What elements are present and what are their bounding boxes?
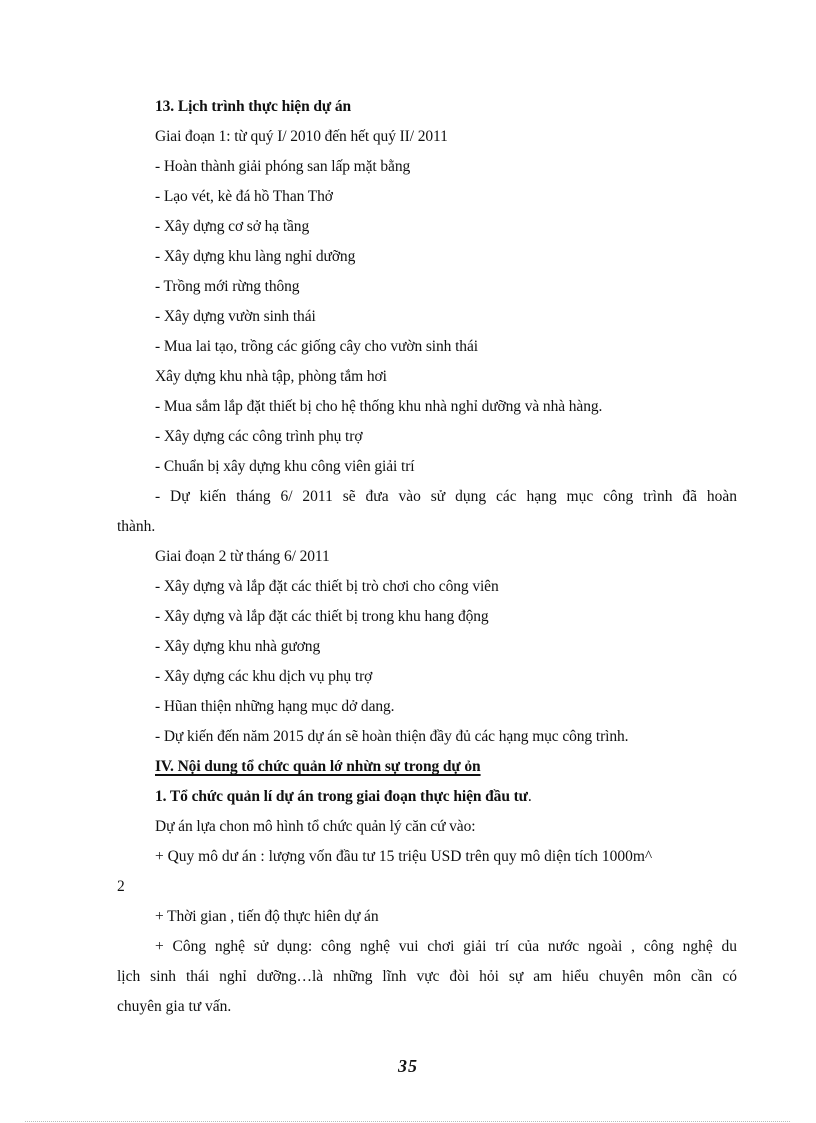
subsection-1-title: 1. Tổ chức quản lí dự án trong giai đoạn thực hiện đầu tư xyxy=(155,788,528,805)
phase1-heading: Giai đoạn 1: từ quý I/ 2010 đến hết quý II/ 2011 xyxy=(155,128,448,145)
phase2-item: - Xây dựng khu nhà gương xyxy=(155,638,321,655)
phase2-item: - Xây dựng và lắp đặt các thiết bị trò chơi cho công viên xyxy=(155,578,499,595)
phase1-item: - Chuẩn bị xây dựng khu công viên giải trí xyxy=(155,458,415,475)
page-number: 35 xyxy=(398,1056,418,1076)
phase1-item: - Trồng mới rừng thông xyxy=(155,278,300,295)
phase2-item: - Xây dựng các khu dịch vụ phụ trợ xyxy=(155,668,373,685)
phase1-item: Xây dựng khu nhà tập, phòng tắm hơi xyxy=(155,368,387,385)
subsection-1-intro: Dự án lựa chon mô hình tổ chức quản lý căn cứ vào: xyxy=(155,818,476,835)
phase1-item: - Xây dựng cơ sở hạ tầng xyxy=(155,218,310,235)
technology-line: chuyên gia tư vấn. xyxy=(117,998,232,1015)
phase2-item: - Hũan thiện những hạng mục dở dang. xyxy=(155,698,395,715)
section-iv-title: IV. Nội dung tổ chức quản lớ nhừn sự trong dự ỏn xyxy=(155,758,481,775)
phase1-item: - Xây dựng khu làng nghỉ dưỡng xyxy=(155,248,356,265)
subsection-1-title-period: . xyxy=(527,788,532,805)
phase1-expectation-line: thành. xyxy=(117,518,156,535)
phase1-item: - Lạo vét, kè đá hồ Than Thở xyxy=(155,188,333,205)
phase1-item: - Xây dựng các công trình phụ trợ xyxy=(155,428,363,445)
phase1-expectation-line: - Dự kiến tháng 6/ 2011 sẽ đưa vào sử dụng các hạng mục công trình đã hoàn xyxy=(155,488,737,505)
technology-paragraph xyxy=(117,932,737,1022)
phase1-item: - Hoàn thành giải phóng san lấp mặt bằng xyxy=(155,158,411,175)
scale-paragraph xyxy=(117,842,737,902)
section-iv-title-row xyxy=(117,752,737,782)
scale-line: + Quy mô dư án : lượng vốn đầu tư 15 triệu USD trên quy mô diện tích 1000m^ xyxy=(155,848,653,865)
phase2-heading: Giai đoạn 2 từ tháng 6/ 2011 xyxy=(155,548,330,565)
subsection-1-title-row xyxy=(117,782,737,812)
page-bottom-dotted-divider xyxy=(25,1121,790,1122)
technology-line: lịch sinh thái nghỉ dưỡng…là những lĩnh vực đòi hỏi sự am hiểu chuyên môn cần có xyxy=(117,968,737,985)
phase1-item: - Mua lai tạo, trồng các giống cây cho vườn sinh thái xyxy=(155,338,478,355)
time-line: + Thời gian , tiến độ thực hiên dự án xyxy=(155,908,379,925)
phase2-item: - Xây dựng và lắp đặt các thiết bị trong khu hang động xyxy=(155,608,489,625)
phase1-item: - Xây dựng vườn sinh thái xyxy=(155,308,316,325)
section-13-title: 13. Lịch trình thực hiện dự án xyxy=(155,98,352,115)
technology-line: + Công nghệ sử dụng: công nghệ vui chơi giải trí của nước ngoài , công nghệ du xyxy=(155,938,737,955)
phase2-item: - Dự kiến đến năm 2015 dự án sẽ hoàn thiện đầy đủ các hạng mục công trình. xyxy=(155,728,629,745)
phase1-item: - Mua sắm lắp đặt thiết bị cho hệ thống khu nhà nghỉ dưỡng và nhà hàng. xyxy=(155,398,603,415)
phase1-expectation-paragraph xyxy=(117,482,737,542)
scale-line: 2 xyxy=(117,878,125,895)
page-content xyxy=(117,92,737,1022)
